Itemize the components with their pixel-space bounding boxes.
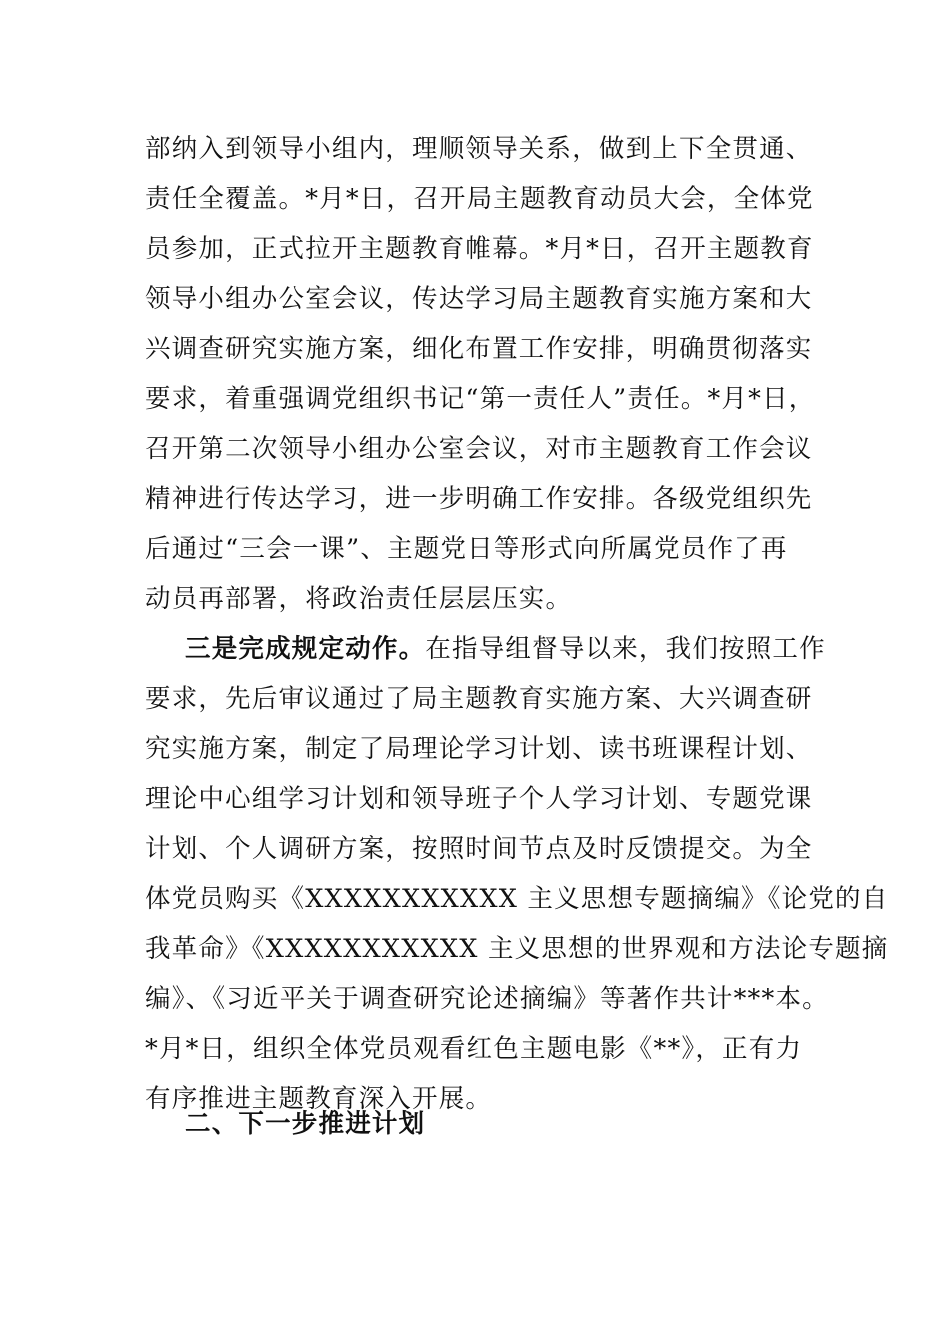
paragraph-line: 要求，先后审议通过了局主题教育实施方案、大兴调查研	[145, 684, 813, 714]
paragraph-line: 召开第二次领导小组办公室会议，对市主题教育工作会议	[145, 434, 813, 464]
paragraph-line: 领导小组办公室会议，传达学习局主题教育实施方案和大	[145, 284, 813, 314]
paragraph-line: 部纳入到领导小组内，理顺领导关系，做到上下全贯通、	[145, 134, 813, 164]
paragraph-first-line	[145, 624, 825, 674]
paragraph-line: 员参加，正式拉开主题教育帷幕。*月*日，召开主题教育	[145, 234, 814, 264]
paragraph-line: *月*日，组织全体党员观看红色主题电影《**》，正有力	[145, 1034, 803, 1064]
paragraph-line: 体党员购买《XXXXXXXXXXX 主义思想专题摘编》《论党的自	[145, 884, 889, 914]
paragraph-line: 究实施方案，制定了局理论学习计划、读书班课程计划、	[145, 734, 813, 764]
paragraph-line: 精神进行传达学习，进一步明确工作安排。各级党组织先	[145, 484, 813, 514]
paragraph-first-line-rest: 在指导组督导以来，我们按照工作	[425, 634, 826, 664]
section-heading	[185, 1099, 865, 1149]
section-heading-text: 二、下一步推进计划	[185, 1109, 426, 1139]
paragraph-line: 后通过“三会一课”、主题党日等形式向所属党员作了再	[145, 534, 788, 564]
paragraph-line: 编》、《习近平关于调查研究论述摘编》等著作共计***本。	[145, 984, 829, 1014]
paragraph-line: 计划、个人调研方案，按照时间节点及时反馈提交。为全	[145, 834, 813, 864]
paragraph-line: 有序推进主题教育深入开展。	[145, 1084, 493, 1114]
paragraph-lead: 三是完成规定动作。	[185, 634, 426, 664]
paragraph-line: 我革命》《XXXXXXXXXXX 主义思想的世界观和方法论专题摘	[145, 934, 889, 964]
paragraph-line: 理论中心组学习计划和领导班子个人学习计划、专题党课	[145, 784, 813, 814]
paragraph-1	[145, 124, 825, 624]
paragraph-line: 动员再部署，将政治责任层层压实。	[145, 584, 573, 614]
paragraph-line: 责任全覆盖。*月*日，召开局主题教育动员大会，全体党	[145, 184, 814, 214]
paragraph-line: 要求，着重强调党组织书记“第一责任人”责任。*月*日，	[145, 384, 816, 414]
paragraph-line: 兴调查研究实施方案，细化布置工作安排，明确贯彻落实	[145, 334, 813, 364]
paragraph-2	[145, 624, 889, 1124]
